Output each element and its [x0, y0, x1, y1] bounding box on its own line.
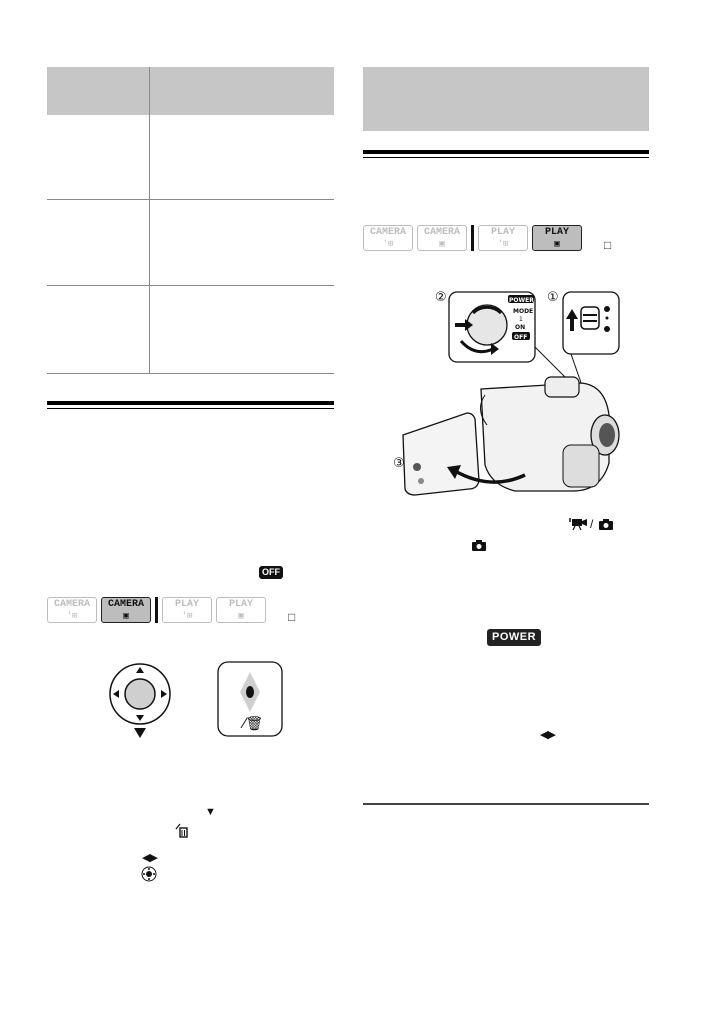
mode-camera-movie	[47, 597, 97, 623]
mode-label: PLAY	[544, 227, 569, 238]
joystick-center-button	[125, 679, 155, 709]
joystick-diagram	[100, 656, 290, 740]
mode-label: CAMERA	[423, 227, 460, 238]
left-section-rule-thick	[47, 401, 334, 405]
table-row-divider	[47, 199, 334, 200]
dial-mode-label: MODE	[513, 308, 534, 315]
right-bottom-rule	[363, 803, 649, 805]
mode-switch	[581, 307, 599, 329]
photo-camera-icon	[471, 539, 487, 551]
left-info-table	[47, 67, 334, 374]
mode-camera-movie	[363, 225, 413, 251]
dial-on-label: ON	[515, 324, 526, 331]
table-row-divider	[47, 285, 334, 286]
table-header	[47, 67, 334, 115]
mode-play-movie	[478, 225, 528, 251]
mode-play-photo	[216, 597, 266, 623]
left-right-arrows-icon: ◀▶	[142, 852, 157, 864]
trash-icon: ⁄🗑	[243, 716, 264, 732]
dial-power-label: POWER	[509, 297, 534, 304]
mode-label: PLAY	[490, 227, 515, 238]
joystick-button-icon	[141, 866, 157, 882]
mode-play-photo	[532, 225, 582, 251]
photo-camera-icon	[598, 518, 614, 530]
movie-camera-icon	[568, 517, 588, 531]
side-grip	[563, 445, 599, 487]
callout-3-label: ③	[393, 456, 405, 471]
power-button-badge: POWER	[487, 629, 541, 646]
mode-label: CAMERA	[53, 599, 90, 610]
down-arrow-icon: ▼	[205, 806, 216, 818]
mode-play-movie	[162, 597, 212, 623]
right-section-rule-thin	[363, 157, 649, 158]
off-badge: OFF	[259, 566, 283, 579]
lcd-panel	[403, 413, 479, 495]
mode-label: PLAY	[228, 599, 253, 610]
mode-label: PLAY	[174, 599, 199, 610]
mode-camera-photo	[101, 597, 151, 623]
movie-camera-icon: '⊞	[66, 611, 78, 621]
callout-2-label: ②	[435, 290, 447, 305]
mode-separator	[471, 225, 474, 251]
mode-separator	[155, 597, 158, 623]
table-col-divider	[149, 67, 150, 374]
photo-camera-icon: ▣	[554, 239, 560, 249]
right-grey-title-box	[363, 67, 649, 131]
mode-label: CAMERA	[107, 599, 144, 610]
mode-label: CAMERA	[369, 227, 406, 238]
mode-bar-right	[363, 225, 623, 253]
left-section-rule-thin	[47, 408, 334, 409]
trash-icon	[174, 823, 188, 839]
movie-camera-icon: '⊞	[497, 239, 509, 249]
photo-camera-icon: ▣	[123, 611, 129, 621]
joystick-press-down-arrow	[134, 728, 146, 738]
movie-camera-icon: '⊞	[382, 239, 394, 249]
svg-text:1: 1	[519, 316, 523, 323]
camcorder-illustration	[395, 285, 625, 500]
dial-off-label: OFF	[514, 334, 528, 341]
mode-bar-left	[47, 597, 307, 625]
left-right-arrows-icon: ◀▶	[540, 729, 555, 741]
right-section-rule-thick	[363, 150, 649, 154]
photo-camera-icon: ▣	[238, 611, 244, 621]
callout-1-label: ①	[547, 290, 559, 305]
movie-camera-icon: '⊞	[181, 611, 193, 621]
slash: /	[590, 517, 594, 531]
photo-camera-icon: ▣	[439, 239, 445, 249]
table-bottom-border	[47, 373, 334, 374]
viewfinder	[545, 377, 579, 397]
book-icon: □	[288, 610, 296, 624]
book-icon: □	[604, 238, 612, 252]
delete-joystick-knob	[246, 686, 254, 698]
mode-camera-photo	[417, 225, 467, 251]
